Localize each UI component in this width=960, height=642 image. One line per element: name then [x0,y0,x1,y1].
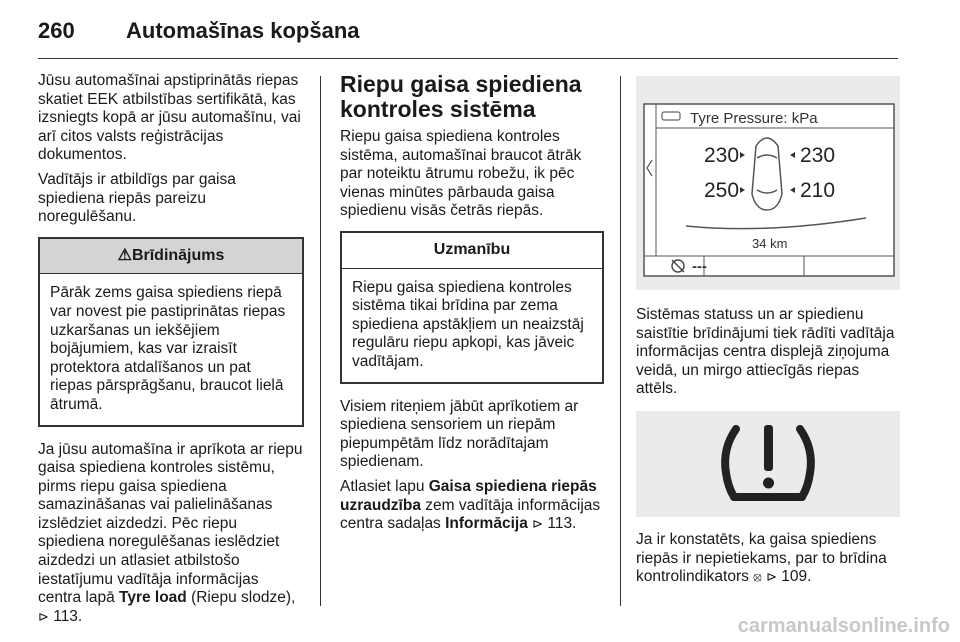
tyre-pressure-screen [636,76,900,290]
page-title: Automašīnas kopšana [126,18,360,43]
tyre-pressure-warning-icon [636,411,900,517]
text-run: Ja jūsu automašīna ir aprīkota ar riepu gaisa spiediena kontroles sistēmu, pirms riepu gaisa spiediena samazināšanas vai palielināšanas izslēdziet aizdedzi. Pēc riepu spiediena noregulēšanas ieslēdziet aizdedzi un atlasiet atbilstošo iestatījumu vadītāja informācijas centra lapā [38,440,303,607]
ui-term: Informācija [445,515,528,533]
page-ref-arrow-icon: ⊳ [38,608,49,624]
pressure-front-right: 230 [800,144,836,167]
paragraph [636,531,902,587]
section-heading: Riepu gaisa spiediena kontroles sistēma [340,71,582,122]
page-number: 260 [38,18,75,43]
column-1 [38,72,304,632]
paragraph: Sistēmas statuss un ar spiedienu saistītie brīdinājumi tiek rādīti vadītāja informācijas centra displejā ziņojuma veidā, un mirgo attiecīgās riepas attēls. [636,306,895,398]
page-ref[interactable]: 113. [53,607,83,625]
display-distance: 34 km [752,236,788,251]
header-rule [38,58,898,59]
page-ref[interactable]: 113. [547,515,577,533]
paragraph: Visiem riteņiem jābūt aprīkotiem ar spiediena sensoriem un riepām piepumpētām līdz norādītajam spiedienam. [340,397,579,471]
display-status: --- [692,258,707,275]
pressure-rear-right: 210 [800,179,836,202]
text-run: Ja ir konstatēts, ka gaisa spiediens riepās ir nepietiekams, par to brīdina kontrolindikators [636,530,887,586]
notice-text: Riepu gaisa spiediena kontroles sistēma tikai brīdina par zema spiediena apstākļiem un neaizstāj regulāru riepu apkopi, kas jāveic vadītājam. [352,278,584,370]
tyre-pressure-display-image [636,76,900,290]
paragraph [38,441,304,627]
column-2 [340,72,604,540]
warning-triangle-icon: ⚠ [117,246,132,264]
page-ref[interactable]: 109. [781,568,812,586]
page-ref-arrow-icon: ⊳ [766,569,777,585]
column-3 [636,76,902,593]
notice-title: Uzmanību [342,233,602,269]
warning-text: Pārāk zems gaisa spiediens riepā var novest pie pastiprinātas riepas uzkaršanas un iekšējiem bojājumiem, kas var izraisīt protektora atdalīšanos un pat riepas pārsprāgšanu, braucot lielā ātrumā. [50,284,286,413]
page-header [38,18,898,58]
page-ref-arrow-icon: ⊳ [532,516,544,532]
pressure-rear-left: 250 [704,179,740,202]
text-run: (Riepu slodze), [186,589,296,607]
notice-box [340,231,604,384]
tpms-warning-image [636,411,900,517]
paragraph [340,478,604,534]
column-divider [620,76,621,606]
tyre-warning-mini-icon: ⦻ [753,569,762,585]
column-divider [320,76,321,606]
paragraph: Jūsu automašīnai apstiprinātās riepas skatiet EEK atbilstības sertifikātā, kas izsniegts kopā ar jūsu automašīnu, vai arī citos valsts reģistrācijas dokumentos. [38,72,301,164]
warning-header [40,239,302,275]
ui-term: Gaisa spiediena riepās uzraudzība [340,477,597,514]
warning-box [38,237,304,427]
ui-term: Tyre load [119,589,187,607]
text-run: zem vadītāja informācijas centra sadaļas [340,496,601,533]
text-run: Atlasiet lapu [340,477,429,495]
paragraph: Riepu gaisa spiediena kontroles sistēma, automašīnai braucot ātrāk par noteiktu ātrumu robežu, ik pēc vienas minūtes pārbauda gaisa spiedienu visās četrās riepās. [340,128,582,220]
warning-title: Brīdinājums [131,246,225,264]
paragraph: Vadītājs ir atbildīgs par gaisa spiediena riepās pareizu noregulēšanu. [38,170,236,226]
watermark: carmanualsonline.info [737,615,950,637]
pressure-front-left: 230 [704,144,740,167]
display-title: Tyre Pressure: kPa [690,110,818,127]
